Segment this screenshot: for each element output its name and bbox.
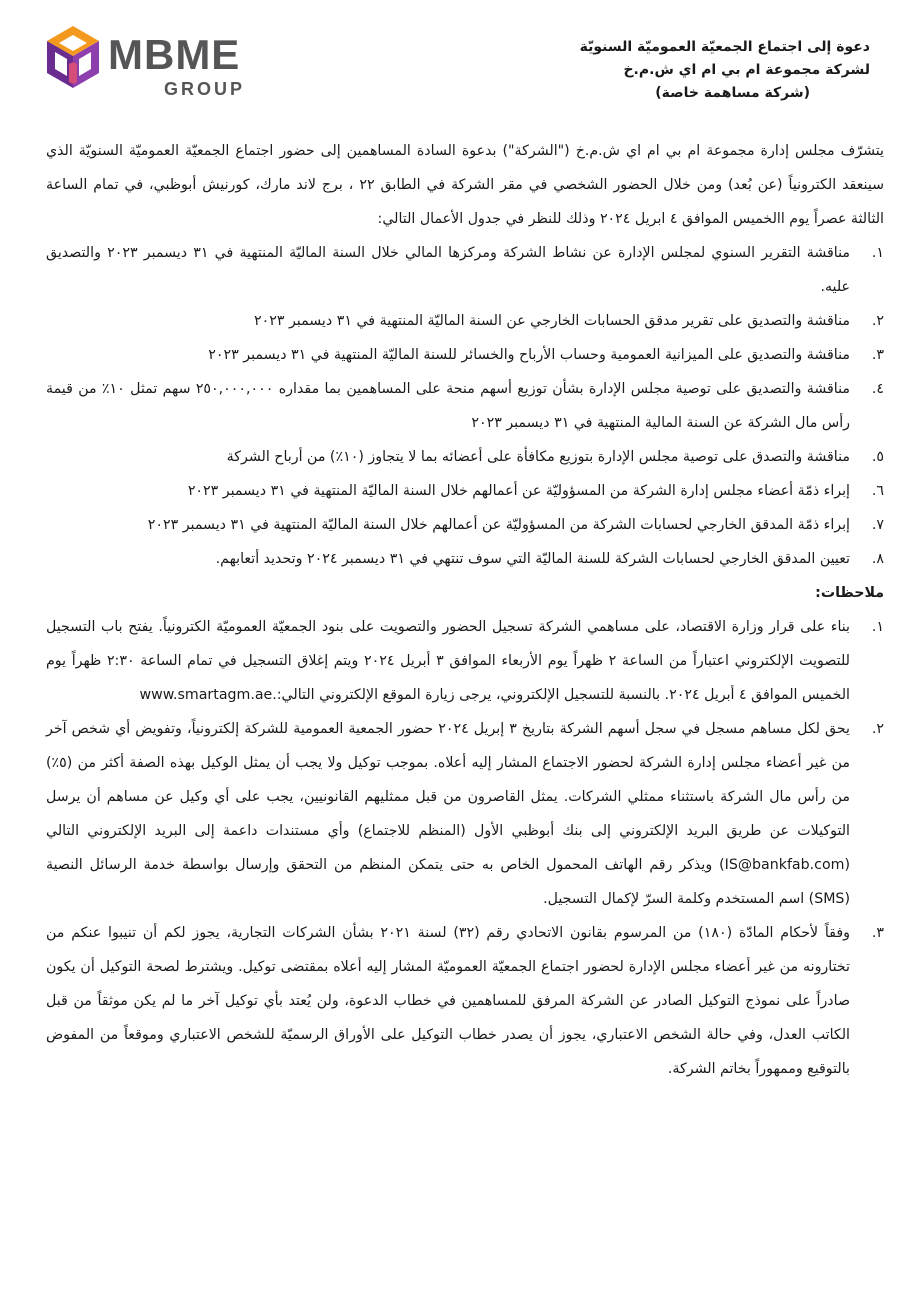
agenda-text: إبراء ذمّة المدقق الخارجي لحسابات الشركة من المسؤوليّة عن أعمالهم خلال السنة الماليّة المنتهية في ٣١ ديسمبر ٢٠٢٣ (147, 517, 850, 533)
note-text: يحق لكل مساهم مسجل في سجل أسهم الشركة بتاريخ ٣ إبريل ٢٠٢٤ حضور الجمعية العمومية للشركة إلكترونياً، وتفويض أي شخص آخر من غير أعضاء مجلس إدارة الشركة لحضور الاجتماع المشار إليه أعلاه. بموجب توكيل ولا يجب أن يمثل الوكيل بهذه الصفة أكثر من (٥٪) من رأس مال الشركة باستثناء ممثلي الشركات. يمثل القاصرون من قبل ممثليهم القانونيين، يجب على أي وكيل عن مساهم أن يرسل التوكيلات عن طريق البريد الإلكتروني إلى بنك أبوظبي الأول (المنظم للاجتماع) وأي مستندات داعمة إلى البريد الإلكتروني التالي (IS@bankfab.com) ويذكر رقم الهاتف المحمول الخاص به حتى يتمكن المنظم من التحقق وإرسال بواسطة خدمة الرسائل النصية (SMS) اسم المستخدم وكلمة السرّ لإكمال التسجيل. (46, 721, 850, 907)
agenda-number: ٥. (871, 449, 884, 465)
agenda-number: ٣. (871, 347, 884, 363)
agenda-text: مناقشة والتصديق على الميزانية العمومية وحساب الأرباح والخسائر للسنة الماليّة المنتهية في ٣١ ديسمبر ٢٠٢٣ (208, 347, 850, 363)
agenda-list (46, 236, 884, 576)
agenda-item (46, 542, 884, 576)
agenda-item (46, 508, 884, 542)
cube-logo-icon (44, 24, 102, 90)
registration-link[interactable]: www.smartagm.ae. (139, 687, 277, 703)
agenda-item (46, 474, 884, 508)
note-item (46, 610, 884, 712)
note-item (46, 712, 884, 916)
intro-paragraph: يتشرّف مجلس إدارة مجموعة ام بي ام اي ش.م.خ ("الشركة") بدعوة السادة المساهمين إلى حضور اجتماع الجمعيّة العموميّة السنويّة الذي سينعقد الكترونياً (عن بُعد) ومن خلال الحضور الشخصي في مقر الشركة في الطابق ٢٢ ، برج لاند مارك، كورنيش أبوظبي، في تمام الساعة الثالثة عصراً يوم االخميس الموافق ٤ ابريل ٢٠٢٤ وذلك للنظر في جدول الأعمال التالي: (46, 143, 885, 227)
agenda-number: ١. (871, 245, 884, 261)
agenda-item (46, 372, 884, 440)
title-line-1: دعوة إلى اجتماع الجمعيّة العموميّة السنويّة (579, 39, 870, 55)
agenda-text: تعيين المدقق الخارجي لحسابات الشركة للسنة الماليّة التي سوف تنتهي في ٣١ ديسمبر ٢٠٢٤ وتحديد أتعابهم. (215, 551, 850, 567)
title-line-3: (شركة مساهمة خاصة) (655, 85, 810, 101)
note-number: ٢. (871, 721, 884, 737)
company-logo (44, 22, 254, 102)
agenda-number: ٤. (871, 381, 884, 397)
note-number: ١. (871, 619, 884, 635)
agenda-text: مناقشة والتصديق على تقرير مدقق الحسابات الخارجي عن السنة الماليّة المنتهية في ٣١ ديسمبر ٢٠٢٣ (253, 313, 850, 329)
notes-list (46, 610, 884, 1086)
logo-subtext: GROUP (164, 79, 246, 99)
title-line-2: لشركة مجموعة ام بي ام اي ش.م.خ (623, 62, 870, 78)
note-item (46, 916, 884, 1086)
notes-heading: ملاحظات: (815, 585, 884, 601)
agenda-item (46, 338, 884, 372)
note-text (46, 610, 850, 712)
note-number: ٣. (871, 925, 884, 941)
agenda-text: مناقشة والتصدق على توصية مجلس الإدارة بتوزيع مكافأة على أعضائه بما لا يتجاوز (١٠٪) من أرباح الشركة (226, 449, 850, 465)
agenda-item (46, 440, 884, 474)
agenda-number: ٢. (871, 313, 884, 329)
agenda-number: ٨. (871, 551, 884, 567)
agenda-text: إبراء ذمّة أعضاء مجلس إدارة الشركة من المسؤوليّة عن أعمالهم خلال السنة الماليّة المنتهية في ٣١ ديسمبر ٢٠٢٣ (187, 483, 850, 499)
agenda-item (46, 304, 884, 338)
logo-wordmark: MBME (108, 31, 241, 78)
note-text: وفقاً لأحكام المادّة (١٨٠) من المرسوم بقانون الاتحادي رقم (٣٢) لسنة ٢٠٢١ بشأن الشركات التجارية، يجوز لكم أن تنيبوا عنكم من تختارونه من غير أعضاء مجلس الإدارة لحضور اجتماع الجمعيّة العموميّة المشار إليه أعلاه بمقتضى توكيل. ويشترط لصحة التوكيل أن يكون صادراً على نموذج التوكيل الصادر عن الشركة المرفق للمساهمين في خطاب الدعوة، ولن يُعتد بأي توكيل آخر ما لم يكن موثقاً من قبل الكاتب العدل، وفي حالة الشخص الاعتباري، يجوز أن يصدر خطاب التوكيل على الأوراق الرسميّة للشخص الاعتباري وموقعاً من المفوض بالتوقيع وممهوراً بخاتم الشركة. (46, 925, 850, 1077)
note-body: بناء على قرار وزارة الاقتصاد، على مساهمي الشركة تسجيل الحضور والتصويت على بنود الجمعيّة العموميّة الكترونياً. يفتح باب التسجيل للتصويت الإلكتروني اعتباراً من الساعة ٢ ظهراً يوم الأربعاء الموافق ٣ أبريل ٢٠٢٤ ويتم إغلاق التسجيل في تمام الساعة ٢:٣٠ ظهراً يوم الخميس الموافق ٤ أبريل ٢٠٢٤. بالنسبة للتسجيل الإلكتروني، يرجى زيارة الموقع الإلكتروني التالي: (46, 619, 850, 703)
agenda-item (46, 236, 884, 304)
agenda-number: ٦. (871, 483, 884, 499)
invitation-title (540, 36, 870, 105)
agenda-text: مناقشة التقرير السنوي لمجلس الإدارة عن نشاط الشركة ومركزها المالي خلال السنة الماليّة المنتهية في ٣١ ديسمبر ٢٠٢٣ والتصديق عليه. (46, 245, 850, 295)
agenda-text: مناقشة والتصديق على توصية مجلس الإدارة بشأن توزيع أسهم منحة على المساهمين بما مقداره ٢٥٠,٠٠٠,٠٠٠ سهم تمثل ١٠٪ من قيمة رأس مال الشركة عن السنة المالية المنتهية في ٣١ ديسمبر ٢٠٢٣ (46, 381, 850, 431)
document-body (46, 134, 884, 1086)
agenda-number: ٧. (871, 517, 884, 533)
